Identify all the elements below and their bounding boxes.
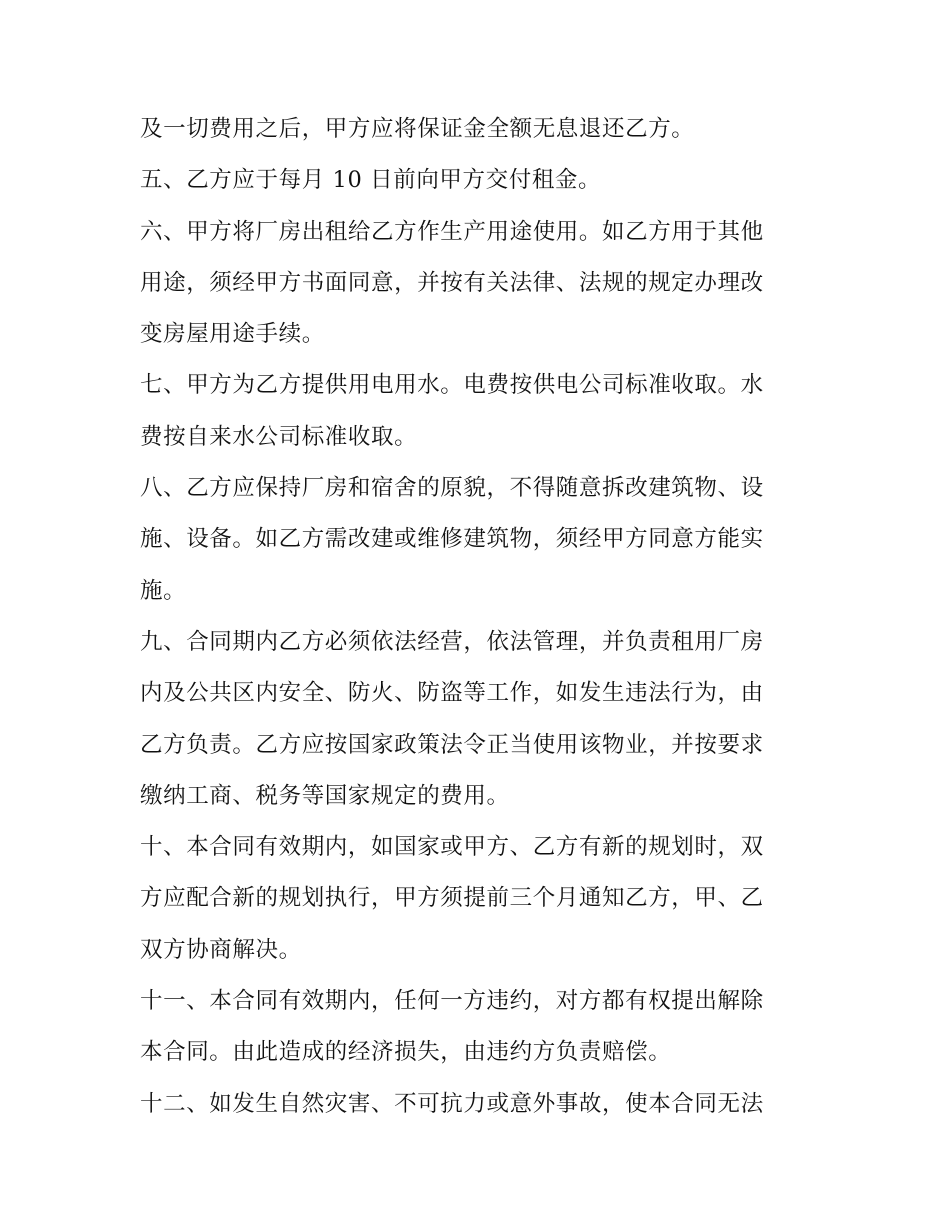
text-line: 及一切费用之后，甲方应将保证金全额无息退还乙方。 [140,116,695,142]
text-line: 变房屋用途手续。 [140,321,325,348]
contract-text [140,104,815,1130]
text-line: 本合同。由此造成的经济损失，由违约方负责赔偿。 [140,1039,672,1066]
text-line: 费按自来水公司标准收取。 [140,423,418,450]
text-line: 方应配合新的规划执行，甲方须提前三个月通知乙方，甲、乙 [140,885,764,912]
text-line: 乙方负责。乙方应按国家政策法令正当使用该物业，并按要求 [140,731,764,758]
text-line: 双方协商解决。 [140,936,302,963]
text-line: 十、本合同有效期内，如国家或甲方、乙方有新的规划时，双 [140,834,764,861]
text-line: 用途，须经甲方书面同意，并按有关法律、法规的规定办理改 [140,269,764,296]
text-line: 施、设备。如乙方需改建或维修建筑物，须经甲方同意方能实 [140,526,764,553]
text-line: 六、甲方将厂房出租给乙方作生产用途使用。如乙方用于其他 [140,218,764,245]
text-line: 八、乙方应保持厂房和宿舍的原貌，不得随意拆改建筑物、设 [140,475,764,502]
text-line: 七、甲方为乙方提供用电用水。电费按供电公司标准收取。水 [140,372,764,399]
text-line: 十一、本合同有效期内，任何一方违约，对方都有权提出解除 [140,988,764,1015]
text-line: 缴纳工商、税务等国家规定的费用。 [140,782,510,809]
text-line: 内及公共区内安全、防火、防盗等工作，如发生违法行为，由 [140,680,764,707]
text-line: 施。 [140,577,187,604]
text-line: 十二、如发生自然灾害、不可抗力或意外事故，使本合同无法 [140,1090,764,1117]
text-line: 五、乙方应于每月 10 日前向甲方交付租金。 [140,167,602,194]
text-line: 九、合同期内乙方必须依法经营，依法管理，并负责租用厂房 [140,628,764,655]
